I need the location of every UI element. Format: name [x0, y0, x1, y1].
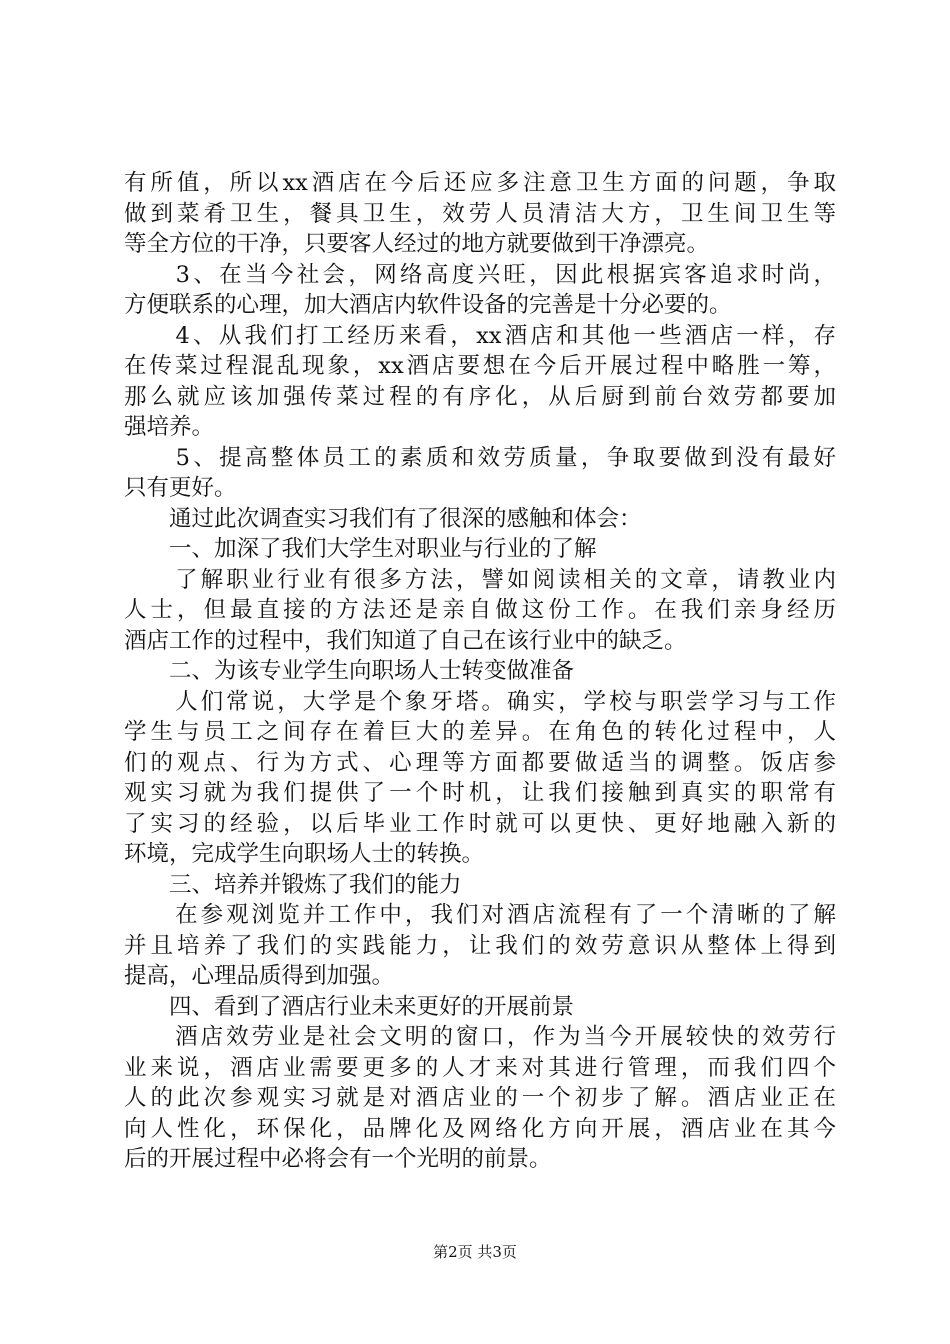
text-line: 在参观浏览并工作中，我们对酒店流程有了一个清晰的了解: [124, 902, 836, 928]
text-line: 提高，心理品质得到加强。: [124, 963, 395, 989]
text-line: 并且培养了我们的实践能力，让我们的效劳意识从整体上得到: [124, 932, 836, 959]
text-line: 了解职业行业有很多方法，譬如阅读相关的文章，请教业内: [124, 566, 836, 593]
text-line: 了实习的经验，以后毕业工作时就可以更快、更好地融入新的: [124, 810, 836, 837]
text-line: 们的观点、行为方式、心理等方面都要做适当的调整。饭店参: [124, 749, 836, 776]
text-line: 人的此次参观实习就是对酒店业的一个初步了解。酒店业正在: [124, 1085, 836, 1111]
text-line: 一、加深了我们大学生对职业与行业的了解: [124, 536, 597, 562]
text-line: 酒店工作的过程中，我们知道了自己在该行业中的缺乏。: [124, 627, 687, 654]
text-line: 4、从我们打工经历来看，xx酒店和其他一些酒店一样，存: [124, 322, 836, 349]
text-line: 做到菜肴卫生，餐具卫生，效劳人员清洁大方，卫生间卫生等: [124, 200, 836, 227]
text-line: 人士，但最直接的方法还是亲自做这份工作。在我们亲身经历: [124, 597, 836, 623]
text-line: 在传菜过程混乱现象，xx酒店要想在今后开展过程中略胜一筹，: [124, 353, 836, 379]
text-line: 向人性化，环保化，品牌化及网络化方向开展，酒店业在其今: [124, 1115, 836, 1142]
text-line: 通过此次调查实习我们有了很深的感触和体会：: [124, 505, 642, 532]
text-line: 3、在当今社会，网络高度兴旺，因此根据宾客追求时尚，: [124, 261, 836, 288]
text-line: 方便联系的心理，加大酒店内软件设备的完善是十分必要的。: [124, 292, 732, 318]
text-line: 观实习就为我们提供了一个时机，让我们接触到真实的职常有: [124, 780, 836, 806]
text-line: 环境，完成学生向职场人士的转换。: [124, 841, 485, 867]
text-line: 后的开展过程中必将会有一个光明的前景。: [124, 1146, 552, 1172]
text-line: 学生与员工之间存在着巨大的差异。在角色的转化过程中，人: [124, 719, 836, 745]
text-line: 人们常说，大学是个象牙塔。确实，学校与职尝学习与工作: [124, 688, 836, 715]
text-line: 二、为该专业学生向职场人士转变做准备: [124, 658, 575, 684]
body-text: [124, 168, 836, 1175]
text-line: 三、培养并锻炼了我们的能力: [124, 871, 462, 898]
text-line: 有所值，所以xx酒店在今后还应多注意卫生方面的问题，争取: [124, 170, 836, 196]
page-footer: 第2页 共3页: [433, 1243, 517, 1261]
text-line: 酒店效劳业是社会文明的窗口，作为当今开展较快的效劳行: [124, 1024, 836, 1050]
text-line: 等全方位的干净，只要客人经过的地方就要做到干净漂亮。: [124, 231, 710, 257]
text-line: 业来说，酒店业需要更多的人才来对其进行管理，而我们四个: [124, 1054, 836, 1081]
text-line: 四、看到了酒店行业未来更好的开展前景: [124, 993, 575, 1020]
text-line: 5、提高整体员工的素质和效劳质量，争取要做到没有最好: [124, 444, 836, 471]
text-line: 那么就应该加强传菜过程的有序化，从后厨到前台效劳都要加: [124, 383, 836, 410]
text-line: 强培养。: [124, 414, 215, 440]
text-line: 只有更好。: [124, 475, 237, 501]
